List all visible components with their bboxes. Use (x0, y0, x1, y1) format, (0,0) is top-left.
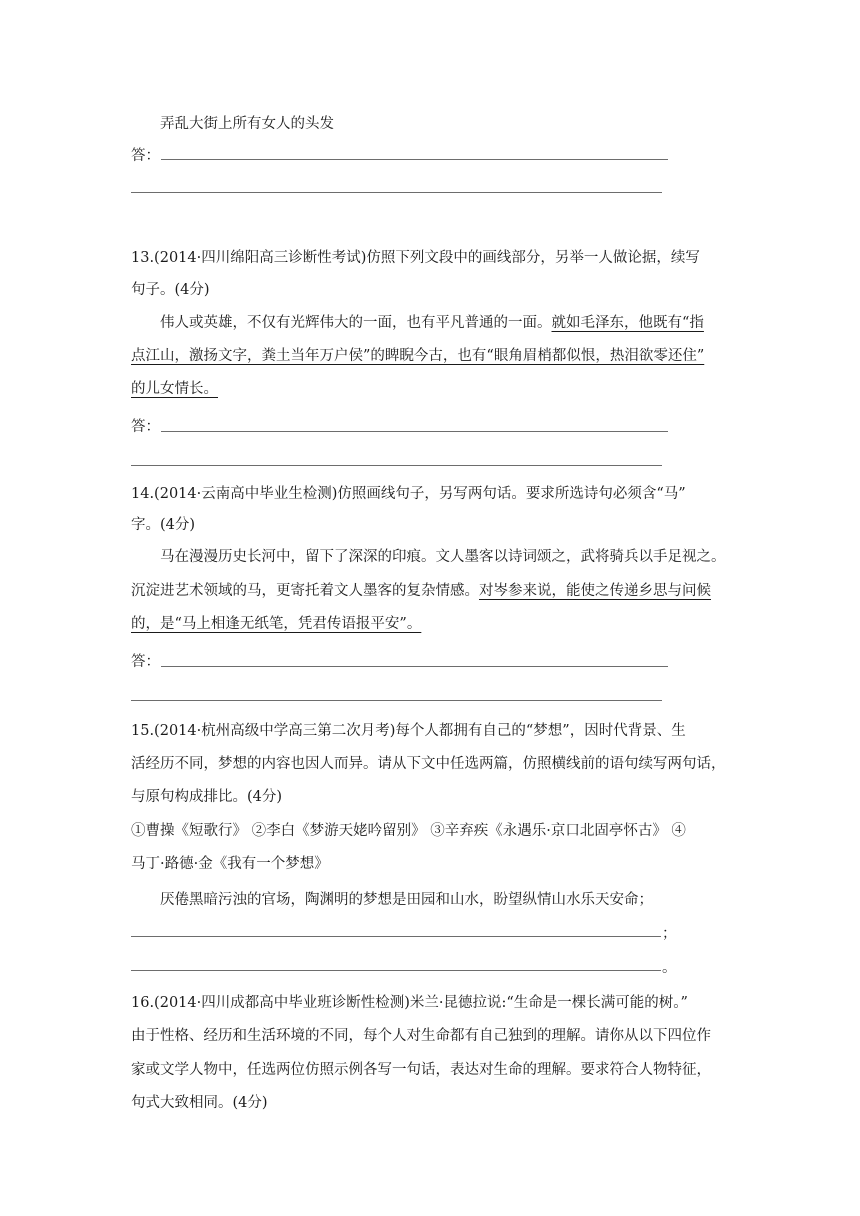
q16-heading-cont: 由于性格、经历和生活环境的不同，每个人对生命都有自己独到的理解。请你从以下四位作 (131, 1028, 711, 1044)
end-punctuation: 。 (662, 960, 677, 976)
q16-heading-cont: 家或文学人物中，任选两位仿照示例各写一句话，表达对生命的理解。要求符合人物特征， (131, 1062, 711, 1078)
q16-heading: 16.(2014·四川成都高中毕业班诊断性检测)米兰·昆德拉说:“生命是一棵长满可能的树。” (131, 995, 688, 1011)
intro-line: 弄乱大街上所有女人的头发 (160, 116, 334, 132)
q14-passage-text: 沉淀进艺术领域的马，更寄托着文人墨客的复杂情感。 (131, 583, 479, 599)
q14-passage-text: 马在漫漫历史长河中，留下了深深的印痕。文人墨客以诗词颂之，武将骑兵以手足视之。 (160, 549, 726, 565)
q15-heading: 15.(2014·杭州高级中学高三第二次月考)每个人都拥有自己的“梦想”，因时代背景、生 (131, 723, 686, 739)
q13-heading: 13.(2014·四川绵阳高三诊断性考试)仿照下列文段中的画线部分，另举一人做论据，续写 (131, 250, 700, 266)
answer-line[interactable] (161, 666, 668, 667)
q15-options-cont: 马丁·路德·金《我有一个梦想》 (131, 856, 329, 872)
q15-options: ①曹操《短歌行》 ②李白《梦游天姥吟留别》 ③辛弃疾《永遇乐·京口北固亭怀古》 ④ (131, 823, 686, 839)
answer-line[interactable] (131, 192, 662, 193)
q14-underlined-text: 对岑参来说，能使之传递乡思与问候 (479, 583, 711, 599)
q13-passage-line (160, 313, 704, 333)
q13-underlined-text: 就如毛泽东，他既有“指 (551, 315, 704, 331)
answer-line[interactable] (161, 431, 668, 432)
answer-line[interactable] (161, 159, 668, 160)
q13-heading-cont: 句子。(4分) (131, 282, 210, 298)
answer-label: 答： (131, 654, 160, 670)
q15-heading-cont: 与原句构成排比。(4分) (131, 789, 283, 805)
q14-heading-cont: 字。(4分) (131, 517, 196, 533)
end-punctuation: ； (662, 926, 677, 942)
q14-passage-line (131, 581, 711, 601)
answer-line[interactable] (131, 970, 661, 971)
answer-label: 答： (131, 419, 160, 435)
q15-heading-cont: 活经历不同，梦想的内容也因人而异。请从下文中任选两篇，仿照横线前的语句续写两句话， (131, 756, 726, 772)
q13-underlined-text: 点江山，激扬文字，粪土当年万户侯”的睥睨今古，也有“眼角眉梢都似恨，热泪欲零还住” (131, 348, 705, 364)
answer-label: 答： (131, 148, 160, 164)
q16-heading-cont: 句式大致相同。(4分) (131, 1095, 268, 1111)
answer-line[interactable] (131, 936, 661, 937)
q14-underlined-text: 的，是“马上相逢无纸笔，凭君传语报平安”。 (131, 616, 422, 632)
q14-heading: 14.(2014·云南高中毕业生检测)仿照画线句子，另写两句话。要求所选诗句必须含“马” (131, 486, 686, 502)
answer-line[interactable] (131, 700, 662, 701)
q13-passage-text: 伟人或英雄，不仅有光辉伟大的一面，也有平凡普通的一面。 (160, 315, 552, 331)
q13-underlined-text: 的儿女情长。 (131, 381, 218, 397)
q15-example-sentence: 厌倦黑暗污浊的官场，陶渊明的梦想是田园和山水，盼望纵情山水乐天安命； (160, 892, 653, 908)
answer-line[interactable] (131, 465, 662, 466)
